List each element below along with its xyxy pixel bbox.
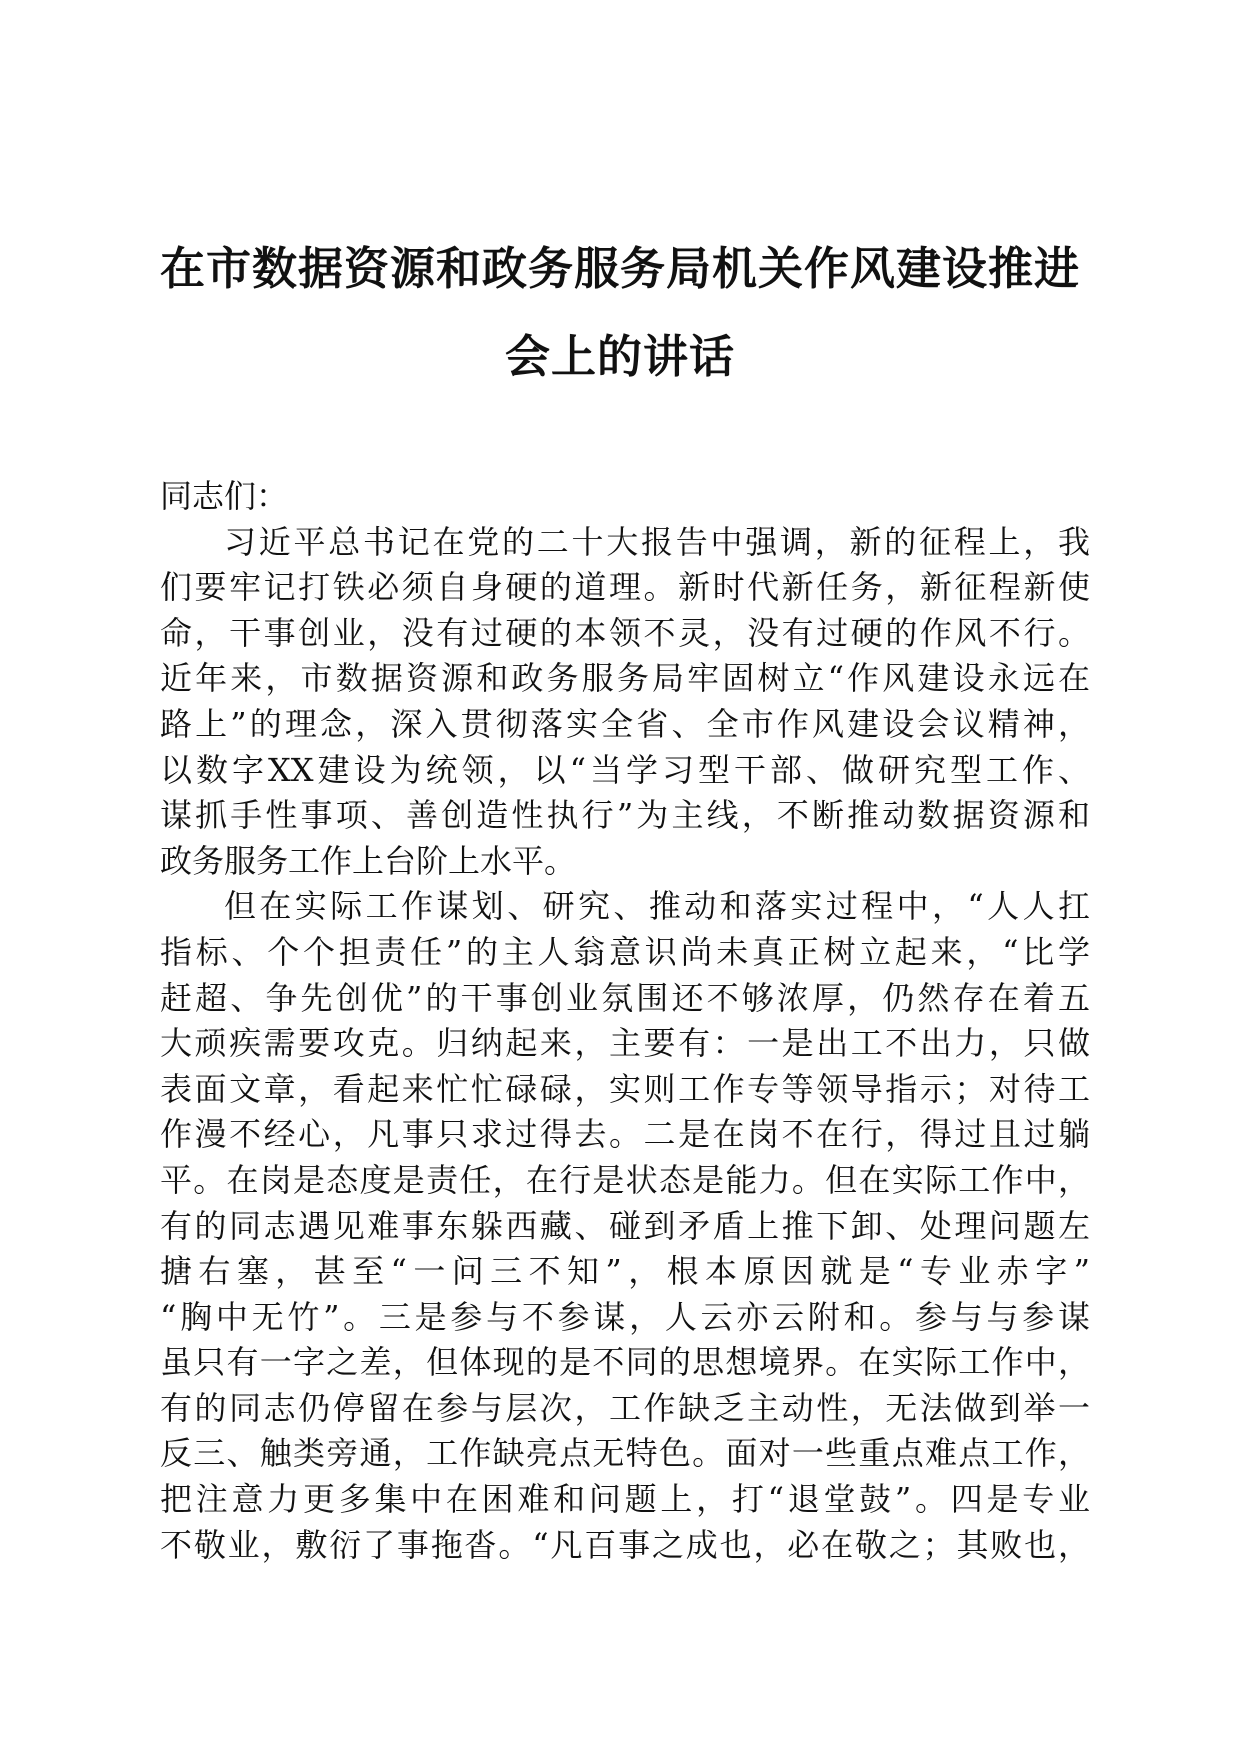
- paragraph-line: 赶超、争先创优”的干事创业氛围还不够浓厚，仍然存在着五: [160, 978, 1090, 1017]
- paragraph-line: 指标、个个担责任”的主人翁意识尚未真正树立起来，“比学: [160, 932, 1090, 971]
- speech-body: [160, 474, 1090, 1568]
- paragraph-1: [160, 520, 1090, 885]
- paragraph-line: 们要牢记打铁必须自身硬的道理。新时代新任务，新征程新使: [160, 568, 1090, 607]
- paragraph-line: 大顽疾需要攻克。归纳起来，主要有：一是出工不出力，只做: [160, 1024, 1090, 1063]
- paragraph-line: 政务服务工作上台阶上水平。: [160, 841, 577, 880]
- paragraph-line: 路上”的理念，深入贯彻落实全省、全市作风建设会议精神，: [160, 704, 1090, 743]
- paragraph-line: 反三、触类旁通，工作缺亮点无特色。面对一些重点难点工作，: [160, 1434, 1090, 1473]
- paragraph-line: 表面文章，看起来忙忙碌碌，实则工作专等领导指示；对待工: [160, 1069, 1090, 1108]
- paragraph-line: 有的同志遇见难事东躲西藏、碰到矛盾上推下卸、处理问题左: [160, 1206, 1090, 1245]
- paragraph-line: 以数字XX建设为统领，以“当学习型干部、做研究型工作、: [160, 750, 1090, 789]
- paragraph-line: 作漫不经心，凡事只求过得去。二是在岗不在行，得过且过躺: [160, 1115, 1090, 1154]
- paragraph-line: 谋抓手性事项、善创造性执行”为主线，不断推动数据资源和: [160, 796, 1090, 835]
- paragraph-line: 近年来，市数据资源和政务服务局牢固树立“作风建设永远在: [160, 659, 1090, 698]
- title-line-1: 在市数据资源和政务服务局机关作风建设推进: [159, 242, 1080, 295]
- paragraph-line: 有的同志仍停留在参与层次，工作缺乏主动性，无法做到举一: [160, 1388, 1090, 1427]
- paragraph-line: 平。在岗是态度是责任，在行是状态是能力。但在实际工作中，: [160, 1160, 1090, 1199]
- paragraph-line: 命，干事创业，没有过硬的本领不灵，没有过硬的作风不行。: [160, 613, 1090, 652]
- paragraph-line: 虽只有一字之差，但体现的是不同的思想境界。在实际工作中，: [160, 1343, 1090, 1382]
- paragraph-line: “胸中无竹”。三是参与不参谋，人云亦云附和。参与与参谋: [160, 1297, 1090, 1336]
- title-line-2: 会上的讲话: [504, 330, 735, 383]
- paragraph-line: 搪右塞，甚至“一问三不知”，根本原因就是“专业赤字”: [160, 1252, 1090, 1291]
- paragraph-line: 不敬业，敷衍了事拖沓。“凡百事之成也，必在敬之；其败也，: [160, 1525, 1090, 1564]
- paragraph-line: 把注意力更多集中在困难和问题上，打“退堂鼓”。四是专业: [160, 1480, 1090, 1519]
- paragraph-line: 习近平总书记在党的二十大报告中强调，新的征程上，我: [224, 522, 1090, 561]
- paragraph-2: [160, 884, 1090, 1568]
- paragraph-line: 但在实际工作谋划、研究、推动和落实过程中，“人人扛: [224, 887, 1090, 926]
- document-title: [150, 225, 1090, 401]
- salutation: 同志们：: [160, 477, 289, 515]
